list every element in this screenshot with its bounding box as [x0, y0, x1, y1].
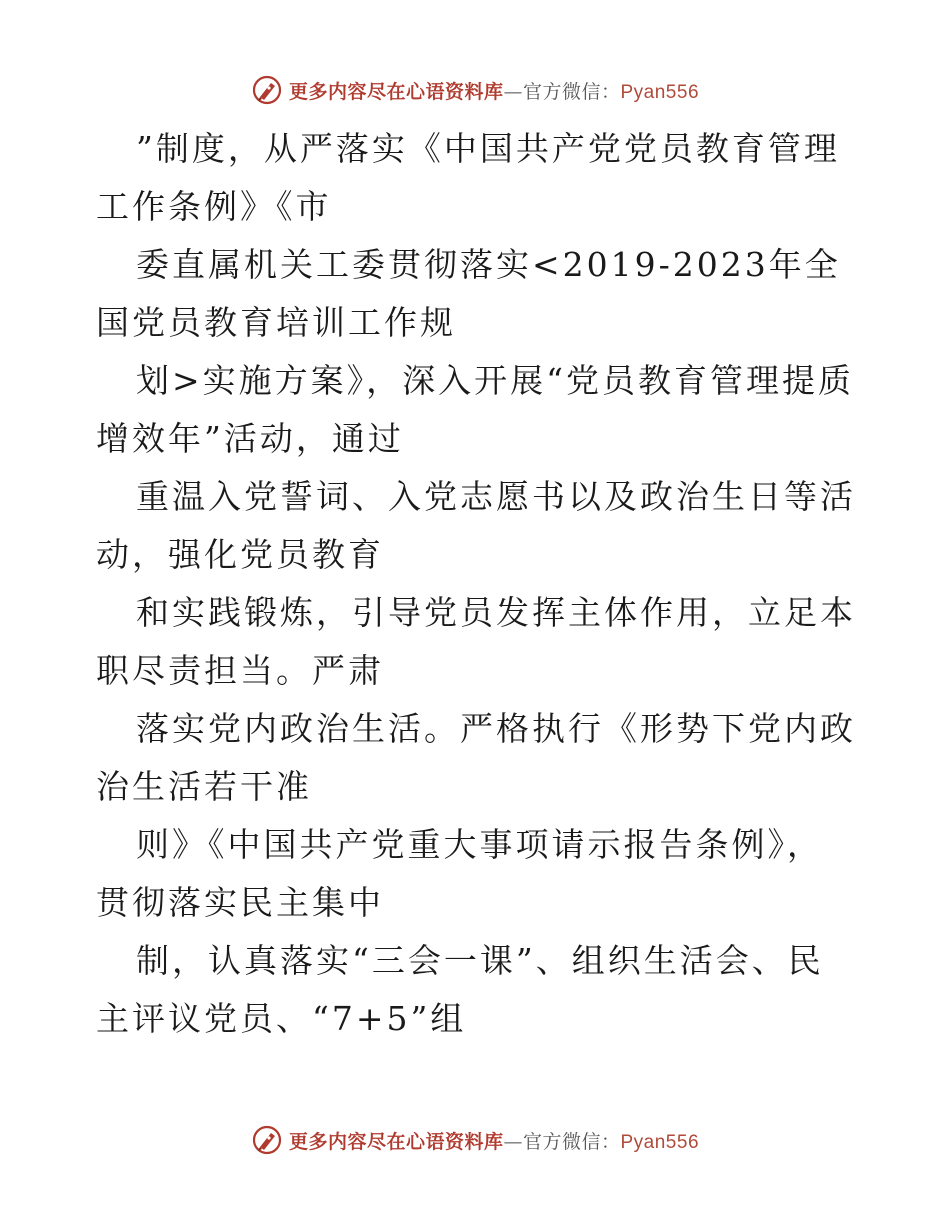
footer-dash: — [503, 1130, 523, 1153]
header-lead: 更多内容尽在心语资料库 [288, 80, 504, 103]
header-dash: — [503, 80, 523, 103]
footer-wechat-id: Pyan556 [620, 1131, 700, 1153]
paragraph: ”制度，从严落实《中国共产党党员教育管理工作条例》《市 [96, 129, 840, 226]
paragraph: 则》《中国共产党重大事项请示报告条例》，贯彻落实民主集中 [96, 825, 823, 922]
header-wechat-label: 官方微信： [522, 80, 621, 103]
footer-wechat-label: 官方微信： [522, 1130, 621, 1153]
pen-logo-icon [251, 1124, 283, 1156]
document-body [96, 120, 856, 1048]
paragraph: 委直属机关工委贯彻落实<2019-2023年全国党员教育培训工作规 [96, 245, 841, 342]
pen-logo-icon [251, 74, 283, 106]
footer-banner [0, 1122, 950, 1158]
paragraph: 落实党内政治生活。严格执行《形势下党内政治生活若干准 [96, 709, 856, 806]
header-text [289, 77, 699, 104]
paragraph: 和实践锻炼，引导党员发挥主体作用，立足本职尽责担当。严肃 [96, 593, 856, 690]
header-wechat-id: Pyan556 [620, 81, 700, 103]
header-banner [0, 72, 950, 108]
footer-lead: 更多内容尽在心语资料库 [288, 1130, 504, 1153]
paragraph: 制，认真落实“三会一课”、组织生活会、民主评议党员、“7+5”组 [96, 941, 824, 1038]
paragraph: 划>实施方案》，深入开展“党员教育管理提质增效年”活动，通过 [96, 361, 855, 458]
paragraph: 重温入党誓词、入党志愿书以及政治生日等活动，强化党员教育 [96, 477, 856, 574]
footer-text [289, 1127, 699, 1154]
